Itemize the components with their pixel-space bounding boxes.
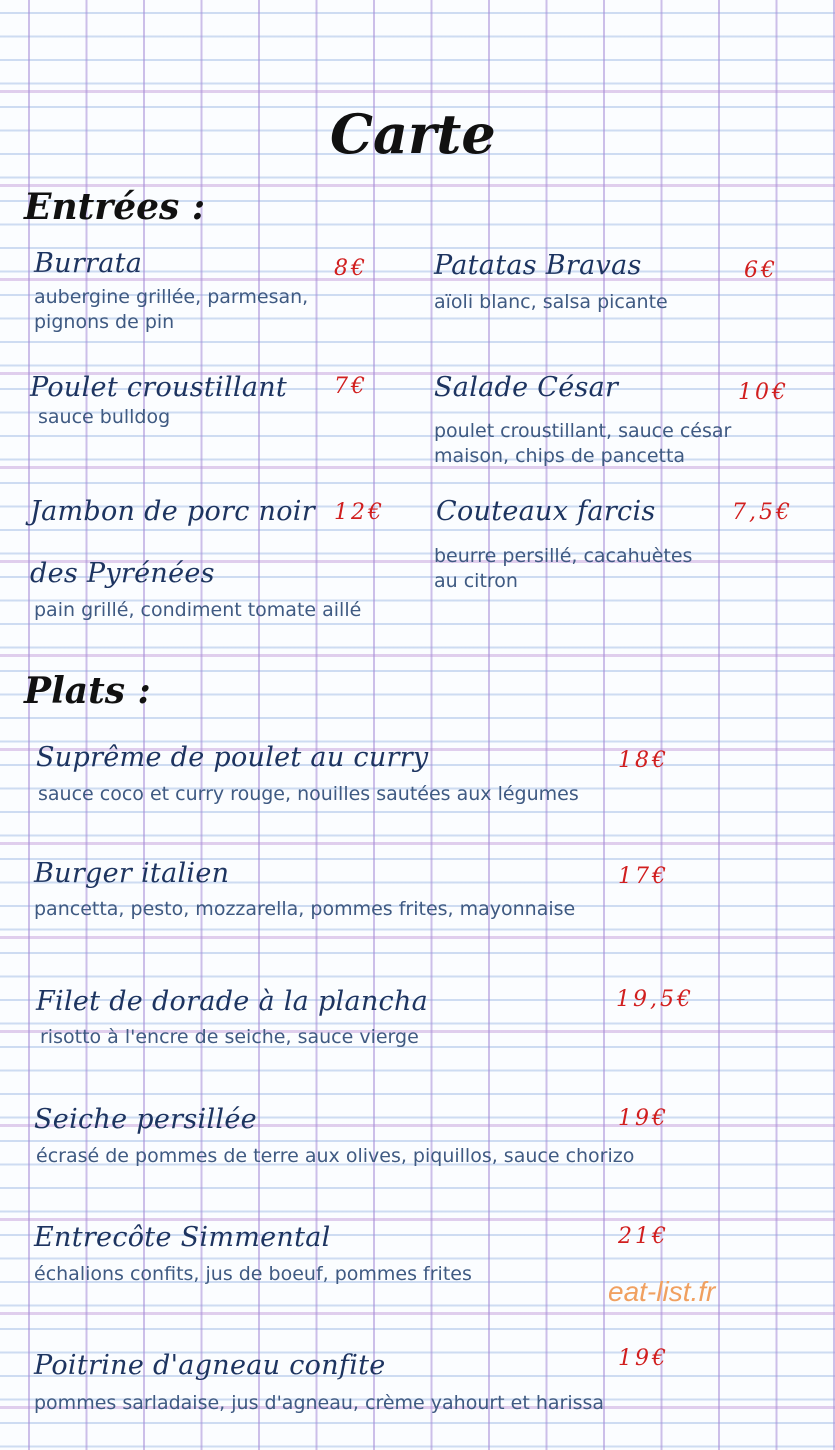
- menu-item-name: Poitrine d'agneau confite: [34, 1350, 386, 1381]
- menu-item-description: écrasé de pommes de terre aux olives, piquillos, sauce chorizo: [36, 1145, 635, 1167]
- menu-item-description: risotto à l'encre de seiche, sauce vierge: [40, 1026, 419, 1048]
- menu-item-name: Jambon de porc noir: [30, 496, 315, 527]
- menu-item-description: pommes sarladaise, jus d'agneau, crème yahourt et harissa: [34, 1392, 605, 1414]
- watermark[interactable]: eat-list.fr: [608, 1276, 716, 1307]
- menu-item-description: sauce bulldog: [38, 406, 171, 428]
- menu-item-description: aïoli blanc, salsa picante: [434, 291, 668, 313]
- menu-item-description: poulet croustillant, sauce césar maison, chips de pancetta: [434, 420, 732, 467]
- menu-item-name: Filet de dorade à la plancha: [36, 986, 429, 1017]
- menu-item-price: 17€: [618, 864, 669, 889]
- menu-item-description: échalions confits, jus de boeuf, pommes frites: [34, 1263, 472, 1285]
- menu-item-description: beurre persillé, cacahuètes au citron: [434, 545, 693, 592]
- menu-item-price: 18€: [618, 748, 669, 773]
- menu-item-name: Couteaux farcis: [436, 496, 656, 527]
- menu-item-price: 21€: [618, 1224, 669, 1249]
- menu-item-name: Seiche persillée: [34, 1104, 257, 1135]
- menu-item-price: 7€: [334, 374, 368, 399]
- menu-item-name: Burrata: [34, 248, 143, 279]
- menu-item-description: sauce coco et curry rouge, nouilles sautées aux légumes: [38, 783, 579, 805]
- menu-item-price: 6€: [744, 258, 778, 283]
- menu-item-description: pain grillé, condiment tomate aillé: [34, 599, 362, 621]
- menu-item-price: 19€: [618, 1346, 669, 1371]
- menu-item-name: Salade César: [434, 372, 619, 403]
- menu-item-name-continued: des Pyrénées: [30, 558, 215, 589]
- menu-item-name: Suprême de poulet au curry: [36, 742, 429, 773]
- plats-heading: Plats :: [24, 670, 151, 712]
- menu-item-price: 19€: [618, 1106, 669, 1131]
- entrees-heading: Entrées :: [24, 186, 206, 228]
- menu-item-price: 10€: [738, 380, 789, 405]
- menu-item-price: 12€: [334, 500, 385, 525]
- menu-item-name: Poulet croustillant: [30, 372, 288, 403]
- menu-item-price: 8€: [334, 256, 368, 281]
- menu-item-price: 19,5€: [616, 987, 694, 1012]
- menu-item-name: Patatas Bravas: [434, 250, 642, 281]
- menu-item-name: Entrecôte Simmental: [34, 1222, 331, 1253]
- menu-item-price: 7,5€: [732, 500, 793, 525]
- menu-item-description: pancetta, pesto, mozzarella, pommes frites, mayonnaise: [34, 898, 576, 920]
- menu-item-name: Burger italien: [34, 858, 230, 889]
- menu-item-description: aubergine grillée, parmesan, pignons de pin: [34, 286, 309, 333]
- page-title: Carte: [330, 102, 496, 166]
